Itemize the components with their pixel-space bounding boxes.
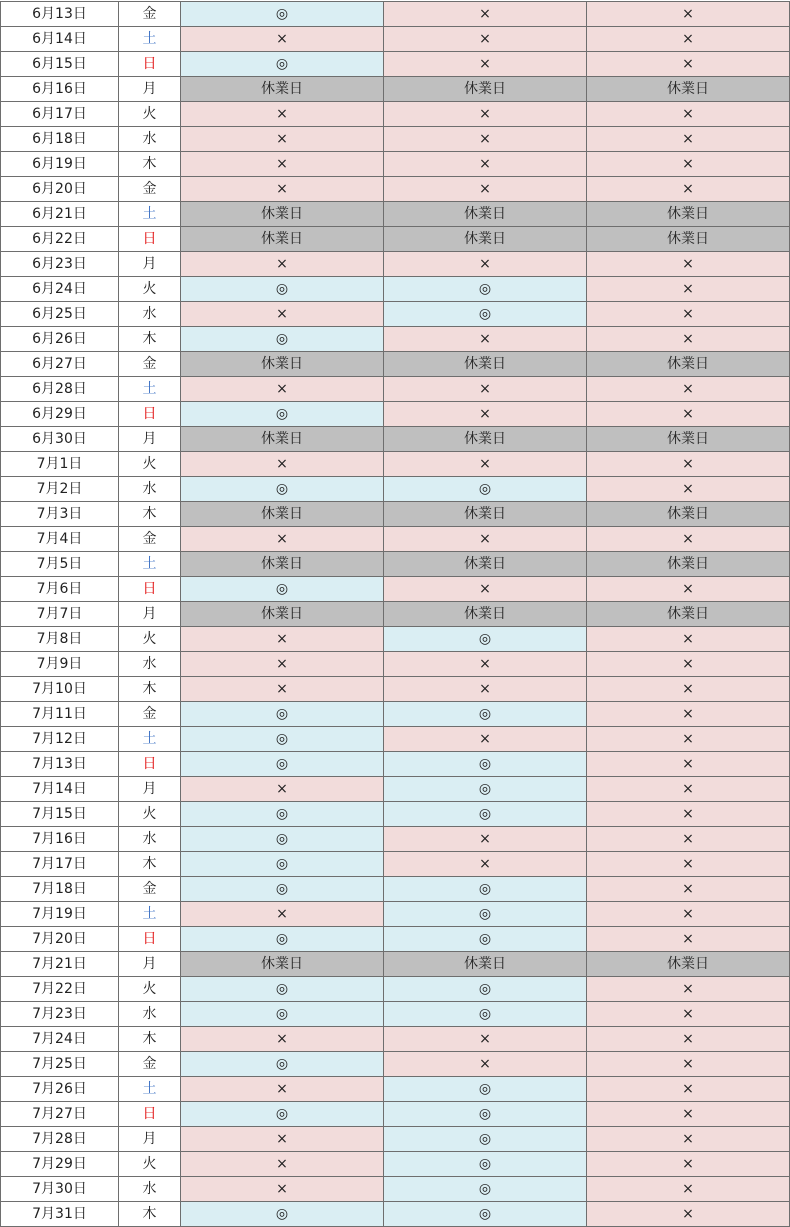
weekday-cell: 木 [119,677,181,702]
weekday-cell: 日 [119,52,181,77]
slot-cell-1-ng: × [181,1177,384,1202]
slot-cell-1-closed: 休業日 [181,552,384,577]
slot-cell-3-ng: × [587,152,790,177]
date-cell: 7月10日 [1,677,119,702]
slot-cell-3-ng: × [587,2,790,27]
slot-cell-1-closed: 休業日 [181,227,384,252]
slot-cell-3-ng: × [587,1027,790,1052]
date-cell: 7月19日 [1,902,119,927]
date-cell: 7月6日 [1,577,119,602]
weekday-cell: 火 [119,102,181,127]
slot-cell-1-ng: × [181,27,384,52]
table-row [1,427,790,452]
date-cell: 6月25日 [1,302,119,327]
slot-cell-2-ng: × [384,27,587,52]
slot-cell-3-ng: × [587,977,790,1002]
slot-cell-1-ng: × [181,1027,384,1052]
slot-cell-3-ng: × [587,927,790,952]
weekday-cell: 月 [119,77,181,102]
slot-cell-1-closed: 休業日 [181,952,384,977]
date-cell: 7月20日 [1,927,119,952]
date-cell: 6月28日 [1,377,119,402]
slot-cell-1-ng: × [181,452,384,477]
slot-cell-3-ng: × [587,727,790,752]
weekday-cell: 月 [119,777,181,802]
slot-cell-1-ng: × [181,652,384,677]
table-row [1,402,790,427]
table-row [1,627,790,652]
slot-cell-2-ng: × [384,677,587,702]
table-row [1,952,790,977]
slot-cell-3-ng: × [587,252,790,277]
table-row [1,1202,790,1227]
date-cell: 7月25日 [1,1052,119,1077]
table-row [1,802,790,827]
slot-cell-3-ng: × [587,777,790,802]
date-cell: 6月21日 [1,202,119,227]
weekday-cell: 土 [119,377,181,402]
date-cell: 7月2日 [1,477,119,502]
slot-cell-1-ng: × [181,627,384,652]
slot-cell-1-ok: ◎ [181,1052,384,1077]
slot-cell-2-ng: × [384,452,587,477]
table-row [1,227,790,252]
date-cell: 6月24日 [1,277,119,302]
slot-cell-1-ok: ◎ [181,1002,384,1027]
date-cell: 7月16日 [1,827,119,852]
slot-cell-3-ng: × [587,577,790,602]
slot-cell-1-closed: 休業日 [181,427,384,452]
table-row [1,2,790,27]
slot-cell-3-ng: × [587,1002,790,1027]
weekday-cell: 火 [119,452,181,477]
table-row [1,202,790,227]
slot-cell-2-closed: 休業日 [384,427,587,452]
date-cell: 7月22日 [1,977,119,1002]
date-cell: 7月31日 [1,1202,119,1227]
slot-cell-3-closed: 休業日 [587,227,790,252]
slot-cell-3-closed: 休業日 [587,602,790,627]
slot-cell-2-ok: ◎ [384,1127,587,1152]
slot-cell-3-closed: 休業日 [587,202,790,227]
slot-cell-2-ok: ◎ [384,752,587,777]
slot-cell-3-closed: 休業日 [587,502,790,527]
slot-cell-3-ng: × [587,902,790,927]
weekday-cell: 日 [119,927,181,952]
slot-cell-3-ng: × [587,827,790,852]
slot-cell-1-closed: 休業日 [181,77,384,102]
slot-cell-1-ng: × [181,527,384,552]
slot-cell-2-ok: ◎ [384,302,587,327]
slot-cell-3-ng: × [587,702,790,727]
slot-cell-3-ng: × [587,527,790,552]
table-row [1,1102,790,1127]
slot-cell-2-closed: 休業日 [384,77,587,102]
slot-cell-1-ok: ◎ [181,327,384,352]
slot-cell-1-ng: × [181,302,384,327]
weekday-cell: 水 [119,1002,181,1027]
table-row [1,927,790,952]
table-row [1,1027,790,1052]
table-row [1,527,790,552]
date-cell: 7月26日 [1,1077,119,1102]
slot-cell-1-ok: ◎ [181,852,384,877]
slot-cell-1-ok: ◎ [181,752,384,777]
weekday-cell: 火 [119,277,181,302]
slot-cell-1-ng: × [181,902,384,927]
slot-cell-1-ok: ◎ [181,1202,384,1227]
weekday-cell: 金 [119,877,181,902]
slot-cell-1-ng: × [181,152,384,177]
slot-cell-3-ng: × [587,277,790,302]
slot-cell-3-ng: × [587,377,790,402]
slot-cell-1-ok: ◎ [181,402,384,427]
slot-cell-3-ng: × [587,27,790,52]
date-cell: 7月5日 [1,552,119,577]
table-row [1,977,790,1002]
slot-cell-1-closed: 休業日 [181,352,384,377]
slot-cell-3-ng: × [587,52,790,77]
date-cell: 7月13日 [1,752,119,777]
slot-cell-3-ng: × [587,1102,790,1127]
weekday-cell: 火 [119,1152,181,1177]
slot-cell-3-ng: × [587,677,790,702]
table-row [1,1077,790,1102]
date-cell: 7月17日 [1,852,119,877]
table-row [1,1177,790,1202]
slot-cell-3-ng: × [587,177,790,202]
table-row [1,652,790,677]
availability-table [0,1,790,1227]
table-row [1,702,790,727]
slot-cell-2-closed: 休業日 [384,227,587,252]
weekday-cell: 月 [119,427,181,452]
slot-cell-1-ok: ◎ [181,977,384,1002]
date-cell: 7月14日 [1,777,119,802]
weekday-cell: 木 [119,1202,181,1227]
slot-cell-2-ok: ◎ [384,902,587,927]
slot-cell-1-ok: ◎ [181,702,384,727]
slot-cell-3-ng: × [587,102,790,127]
date-cell: 7月23日 [1,1002,119,1027]
table-row [1,1152,790,1177]
slot-cell-1-ok: ◎ [181,277,384,302]
slot-cell-1-ng: × [181,127,384,152]
slot-cell-1-closed: 休業日 [181,502,384,527]
date-cell: 6月20日 [1,177,119,202]
slot-cell-2-ok: ◎ [384,627,587,652]
slot-cell-2-ng: × [384,102,587,127]
slot-cell-3-ng: × [587,627,790,652]
slot-cell-2-ok: ◎ [384,777,587,802]
date-cell: 6月13日 [1,2,119,27]
weekday-cell: 金 [119,352,181,377]
table-row [1,277,790,302]
slot-cell-1-ng: × [181,1127,384,1152]
table-row [1,777,790,802]
table-row [1,1052,790,1077]
slot-cell-1-ok: ◎ [181,927,384,952]
weekday-cell: 土 [119,202,181,227]
weekday-cell: 水 [119,827,181,852]
table-row [1,877,790,902]
slot-cell-1-ok: ◎ [181,477,384,502]
weekday-cell: 木 [119,327,181,352]
date-cell: 7月1日 [1,452,119,477]
weekday-cell: 土 [119,27,181,52]
slot-cell-1-ok: ◎ [181,727,384,752]
slot-cell-2-ng: × [384,852,587,877]
slot-cell-2-ng: × [384,1052,587,1077]
slot-cell-3-ng: × [587,1077,790,1102]
slot-cell-3-ng: × [587,752,790,777]
weekday-cell: 水 [119,477,181,502]
weekday-cell: 水 [119,652,181,677]
date-cell: 7月3日 [1,502,119,527]
slot-cell-2-ng: × [384,52,587,77]
slot-cell-3-ng: × [587,1127,790,1152]
date-cell: 7月7日 [1,602,119,627]
date-cell: 6月22日 [1,227,119,252]
slot-cell-2-ng: × [384,152,587,177]
weekday-cell: 土 [119,727,181,752]
slot-cell-2-ok: ◎ [384,802,587,827]
date-cell: 6月15日 [1,52,119,77]
date-cell: 6月18日 [1,127,119,152]
date-cell: 6月29日 [1,402,119,427]
slot-cell-1-closed: 休業日 [181,202,384,227]
slot-cell-3-closed: 休業日 [587,427,790,452]
table-row [1,302,790,327]
table-row [1,1002,790,1027]
table-row [1,827,790,852]
date-cell: 6月14日 [1,27,119,52]
slot-cell-3-ng: × [587,327,790,352]
table-row [1,127,790,152]
slot-cell-1-ng: × [181,377,384,402]
slot-cell-1-ng: × [181,102,384,127]
slot-cell-2-ng: × [384,402,587,427]
slot-cell-1-ok: ◎ [181,802,384,827]
slot-cell-2-closed: 休業日 [384,952,587,977]
table-row [1,602,790,627]
slot-cell-1-ng: × [181,677,384,702]
table-row [1,152,790,177]
date-cell: 6月16日 [1,77,119,102]
weekday-cell: 金 [119,702,181,727]
slot-cell-3-ng: × [587,1177,790,1202]
slot-cell-3-ng: × [587,877,790,902]
table-row [1,577,790,602]
slot-cell-3-ng: × [587,852,790,877]
slot-cell-2-ok: ◎ [384,1102,587,1127]
slot-cell-2-ng: × [384,827,587,852]
date-cell: 7月24日 [1,1027,119,1052]
table-row [1,502,790,527]
date-cell: 7月9日 [1,652,119,677]
date-cell: 6月19日 [1,152,119,177]
slot-cell-1-ng: × [181,1077,384,1102]
slot-cell-1-closed: 休業日 [181,602,384,627]
weekday-cell: 水 [119,127,181,152]
weekday-cell: 木 [119,852,181,877]
weekday-cell: 火 [119,977,181,1002]
slot-cell-3-closed: 休業日 [587,352,790,377]
date-cell: 7月12日 [1,727,119,752]
weekday-cell: 月 [119,952,181,977]
slot-cell-2-ok: ◎ [384,1177,587,1202]
date-cell: 7月28日 [1,1127,119,1152]
slot-cell-3-ng: × [587,1052,790,1077]
date-cell: 7月4日 [1,527,119,552]
date-cell: 7月21日 [1,952,119,977]
slot-cell-2-ok: ◎ [384,1077,587,1102]
slot-cell-2-ok: ◎ [384,927,587,952]
slot-cell-2-ng: × [384,177,587,202]
table-row [1,852,790,877]
table-row [1,252,790,277]
slot-cell-2-ok: ◎ [384,702,587,727]
date-cell: 7月11日 [1,702,119,727]
weekday-cell: 土 [119,1077,181,1102]
table-row [1,552,790,577]
weekday-cell: 日 [119,752,181,777]
table-row [1,102,790,127]
slot-cell-2-ng: × [384,252,587,277]
date-cell: 6月26日 [1,327,119,352]
slot-cell-3-ng: × [587,452,790,477]
weekday-cell: 月 [119,252,181,277]
slot-cell-3-ng: × [587,402,790,427]
slot-cell-3-ng: × [587,302,790,327]
weekday-cell: 木 [119,1027,181,1052]
date-cell: 7月8日 [1,627,119,652]
slot-cell-3-closed: 休業日 [587,77,790,102]
slot-cell-3-closed: 休業日 [587,952,790,977]
slot-cell-3-ng: × [587,477,790,502]
weekday-cell: 金 [119,1052,181,1077]
slot-cell-2-ok: ◎ [384,1152,587,1177]
weekday-cell: 水 [119,1177,181,1202]
weekday-cell: 火 [119,802,181,827]
weekday-cell: 日 [119,1102,181,1127]
weekday-cell: 日 [119,227,181,252]
weekday-cell: 水 [119,302,181,327]
slot-cell-1-ng: × [181,1152,384,1177]
weekday-cell: 金 [119,527,181,552]
slot-cell-1-ok: ◎ [181,1102,384,1127]
table-row [1,27,790,52]
table-row [1,677,790,702]
table-row [1,1127,790,1152]
slot-cell-2-ok: ◎ [384,277,587,302]
table-row [1,377,790,402]
weekday-cell: 月 [119,602,181,627]
slot-cell-2-closed: 休業日 [384,552,587,577]
table-row [1,177,790,202]
slot-cell-1-ng: × [181,777,384,802]
slot-cell-3-closed: 休業日 [587,552,790,577]
slot-cell-2-ng: × [384,327,587,352]
slot-cell-2-ok: ◎ [384,477,587,502]
date-cell: 6月27日 [1,352,119,377]
weekday-cell: 月 [119,1127,181,1152]
slot-cell-1-ok: ◎ [181,52,384,77]
slot-cell-2-ok: ◎ [384,1002,587,1027]
slot-cell-2-closed: 休業日 [384,502,587,527]
table-row [1,327,790,352]
table-row [1,352,790,377]
date-cell: 7月18日 [1,877,119,902]
weekday-cell: 木 [119,502,181,527]
slot-cell-2-ok: ◎ [384,877,587,902]
table-row [1,477,790,502]
date-cell: 6月17日 [1,102,119,127]
date-cell: 6月23日 [1,252,119,277]
slot-cell-1-ok: ◎ [181,877,384,902]
slot-cell-2-ng: × [384,127,587,152]
weekday-cell: 火 [119,627,181,652]
date-cell: 7月15日 [1,802,119,827]
weekday-cell: 土 [119,902,181,927]
date-cell: 7月29日 [1,1152,119,1177]
slot-cell-2-ng: × [384,577,587,602]
slot-cell-3-ng: × [587,1152,790,1177]
table-row [1,902,790,927]
slot-cell-2-closed: 休業日 [384,602,587,627]
weekday-cell: 金 [119,177,181,202]
weekday-cell: 土 [119,552,181,577]
slot-cell-1-ok: ◎ [181,827,384,852]
slot-cell-2-closed: 休業日 [384,352,587,377]
date-cell: 6月30日 [1,427,119,452]
slot-cell-2-ng: × [384,727,587,752]
slot-cell-1-ok: ◎ [181,577,384,602]
weekday-cell: 日 [119,402,181,427]
slot-cell-3-ng: × [587,1202,790,1227]
table-row [1,52,790,77]
slot-cell-2-closed: 休業日 [384,202,587,227]
slot-cell-1-ng: × [181,252,384,277]
slot-cell-2-ng: × [384,377,587,402]
table-row [1,77,790,102]
date-cell: 7月30日 [1,1177,119,1202]
table-row [1,452,790,477]
slot-cell-2-ng: × [384,652,587,677]
slot-cell-3-ng: × [587,127,790,152]
slot-cell-2-ng: × [384,527,587,552]
table-row [1,752,790,777]
slot-cell-1-ok: ◎ [181,2,384,27]
weekday-cell: 木 [119,152,181,177]
slot-cell-2-ok: ◎ [384,977,587,1002]
slot-cell-1-ng: × [181,177,384,202]
slot-cell-3-ng: × [587,652,790,677]
availability-table-body [1,2,790,1227]
slot-cell-2-ng: × [384,2,587,27]
slot-cell-2-ok: ◎ [384,1202,587,1227]
slot-cell-2-ng: × [384,1027,587,1052]
slot-cell-3-ng: × [587,802,790,827]
weekday-cell: 日 [119,577,181,602]
weekday-cell: 金 [119,2,181,27]
date-cell: 7月27日 [1,1102,119,1127]
table-row [1,727,790,752]
